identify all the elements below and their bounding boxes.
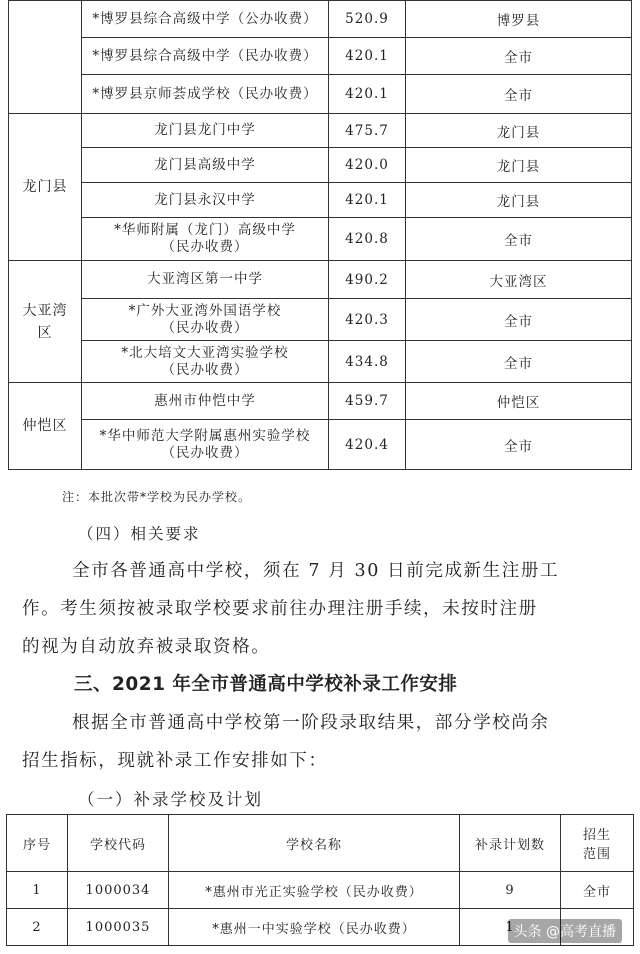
para-line: 作。考生须按被录取学校要求前往办理注册手续，未按时注册 bbox=[22, 599, 538, 619]
school-name bbox=[82, 420, 329, 470]
row-plan: 1 bbox=[460, 909, 561, 946]
header-name: 学校名称 bbox=[169, 815, 460, 872]
row-name: *惠州一中实验学校（民办收费） bbox=[169, 909, 460, 946]
score: 490.2 bbox=[329, 261, 406, 299]
section3-paragraph bbox=[22, 704, 622, 780]
section3-heading: 三、2021 年全市普通高中学校补录工作安排 bbox=[74, 674, 458, 695]
score: 420.1 bbox=[329, 75, 406, 114]
score: 420.1 bbox=[329, 183, 406, 218]
school-name: *博罗县综合高级中学（公办收费） bbox=[82, 1, 329, 38]
school-name-line: （民办收费） bbox=[161, 444, 249, 461]
row-code: 1000035 bbox=[68, 909, 169, 946]
scope: 博罗县 bbox=[406, 1, 632, 38]
school-name-line: （民办收费） bbox=[161, 361, 249, 378]
school-name bbox=[82, 218, 329, 261]
scope: 全市 bbox=[406, 218, 632, 261]
header-no: 序号 bbox=[7, 815, 68, 872]
score: 475.7 bbox=[329, 114, 406, 148]
section4-heading: （四）相关要求 bbox=[78, 525, 201, 543]
school-name: 龙门县龙门中学 bbox=[82, 114, 329, 148]
school-name: *博罗县综合高级中学（民办收费） bbox=[82, 38, 329, 75]
scope: 全市 bbox=[406, 75, 632, 114]
row-no: 2 bbox=[7, 909, 68, 946]
school-name-line: *北大培文大亚湾实验学校 bbox=[121, 344, 289, 361]
scope: 全市 bbox=[406, 420, 632, 470]
region-longmen: 龙门县 bbox=[9, 114, 82, 261]
school-name-line: *华中师范大学附属惠州实验学校 bbox=[99, 427, 311, 444]
school-name bbox=[82, 341, 329, 383]
region-line: 大亚湾 bbox=[22, 302, 68, 319]
scope: 龙门县 bbox=[406, 183, 632, 218]
school-name-line: *广外大亚湾外国语学校 bbox=[128, 302, 282, 319]
score: 420.3 bbox=[329, 299, 406, 341]
school-name bbox=[82, 299, 329, 341]
watermark: 头条 @高考直播 bbox=[508, 919, 622, 943]
school-name-line: （民办收费） bbox=[161, 239, 249, 255]
score: 520.9 bbox=[329, 1, 406, 38]
school-name-line: （民办收费） bbox=[161, 319, 249, 336]
school-name: 惠州市仲恺中学 bbox=[82, 383, 329, 420]
table-note: 注：本批次带*学校为民办学校。 bbox=[62, 490, 252, 504]
row-scope: 全市 bbox=[561, 872, 634, 909]
row-no: 1 bbox=[7, 872, 68, 909]
section4-paragraph bbox=[22, 552, 622, 666]
scope: 全市 bbox=[406, 299, 632, 341]
school-name: 龙门县永汉中学 bbox=[82, 183, 329, 218]
header-code: 学校代码 bbox=[68, 815, 169, 872]
region-line: 区 bbox=[37, 324, 53, 341]
school-name: 大亚湾区第一中学 bbox=[82, 261, 329, 299]
school-name: *博罗县京师荟成学校（民办收费） bbox=[82, 75, 329, 114]
score: 420.0 bbox=[329, 148, 406, 183]
header-scope bbox=[561, 815, 634, 872]
school-name-line: *华师附属（龙门）高级中学 bbox=[114, 222, 296, 238]
para-line: 的视为自动放弃被录取资格。 bbox=[22, 637, 271, 657]
scope: 大亚湾区 bbox=[406, 261, 632, 299]
scope: 仲恺区 bbox=[406, 383, 632, 420]
school-name: 龙门县高级中学 bbox=[82, 148, 329, 183]
score: 420.8 bbox=[329, 218, 406, 261]
region-cell-boluo bbox=[9, 1, 82, 114]
row-plan: 9 bbox=[460, 872, 561, 909]
scope: 全市 bbox=[406, 38, 632, 75]
header-plan: 补录计划数 bbox=[460, 815, 561, 872]
row-name: *惠州市光正实验学校（民办收费） bbox=[169, 872, 460, 909]
score: 459.7 bbox=[329, 383, 406, 420]
score: 420.1 bbox=[329, 38, 406, 75]
region-zhongkai: 仲恺区 bbox=[9, 383, 82, 470]
admission-score-table bbox=[8, 0, 632, 470]
header-scope-line: 招生 bbox=[582, 828, 611, 843]
para-line: 招生指标，现就补录工作安排如下： bbox=[22, 751, 328, 771]
header-scope-line: 范围 bbox=[582, 847, 611, 862]
region-dayawan bbox=[9, 261, 82, 383]
para-line: 全市各普通高中学校，须在 7 月 30 日前完成新生注册工 bbox=[72, 561, 560, 581]
scope: 全市 bbox=[406, 341, 632, 383]
score: 434.8 bbox=[329, 341, 406, 383]
para-line: 根据全市普通高中学校第一阶段录取结果，部分学校尚余 bbox=[72, 713, 550, 733]
scope: 龙门县 bbox=[406, 148, 632, 183]
subsection-heading: （一）补录学校及计划 bbox=[78, 790, 263, 809]
score: 420.4 bbox=[329, 420, 406, 470]
scope: 龙门县 bbox=[406, 114, 632, 148]
row-code: 1000034 bbox=[68, 872, 169, 909]
